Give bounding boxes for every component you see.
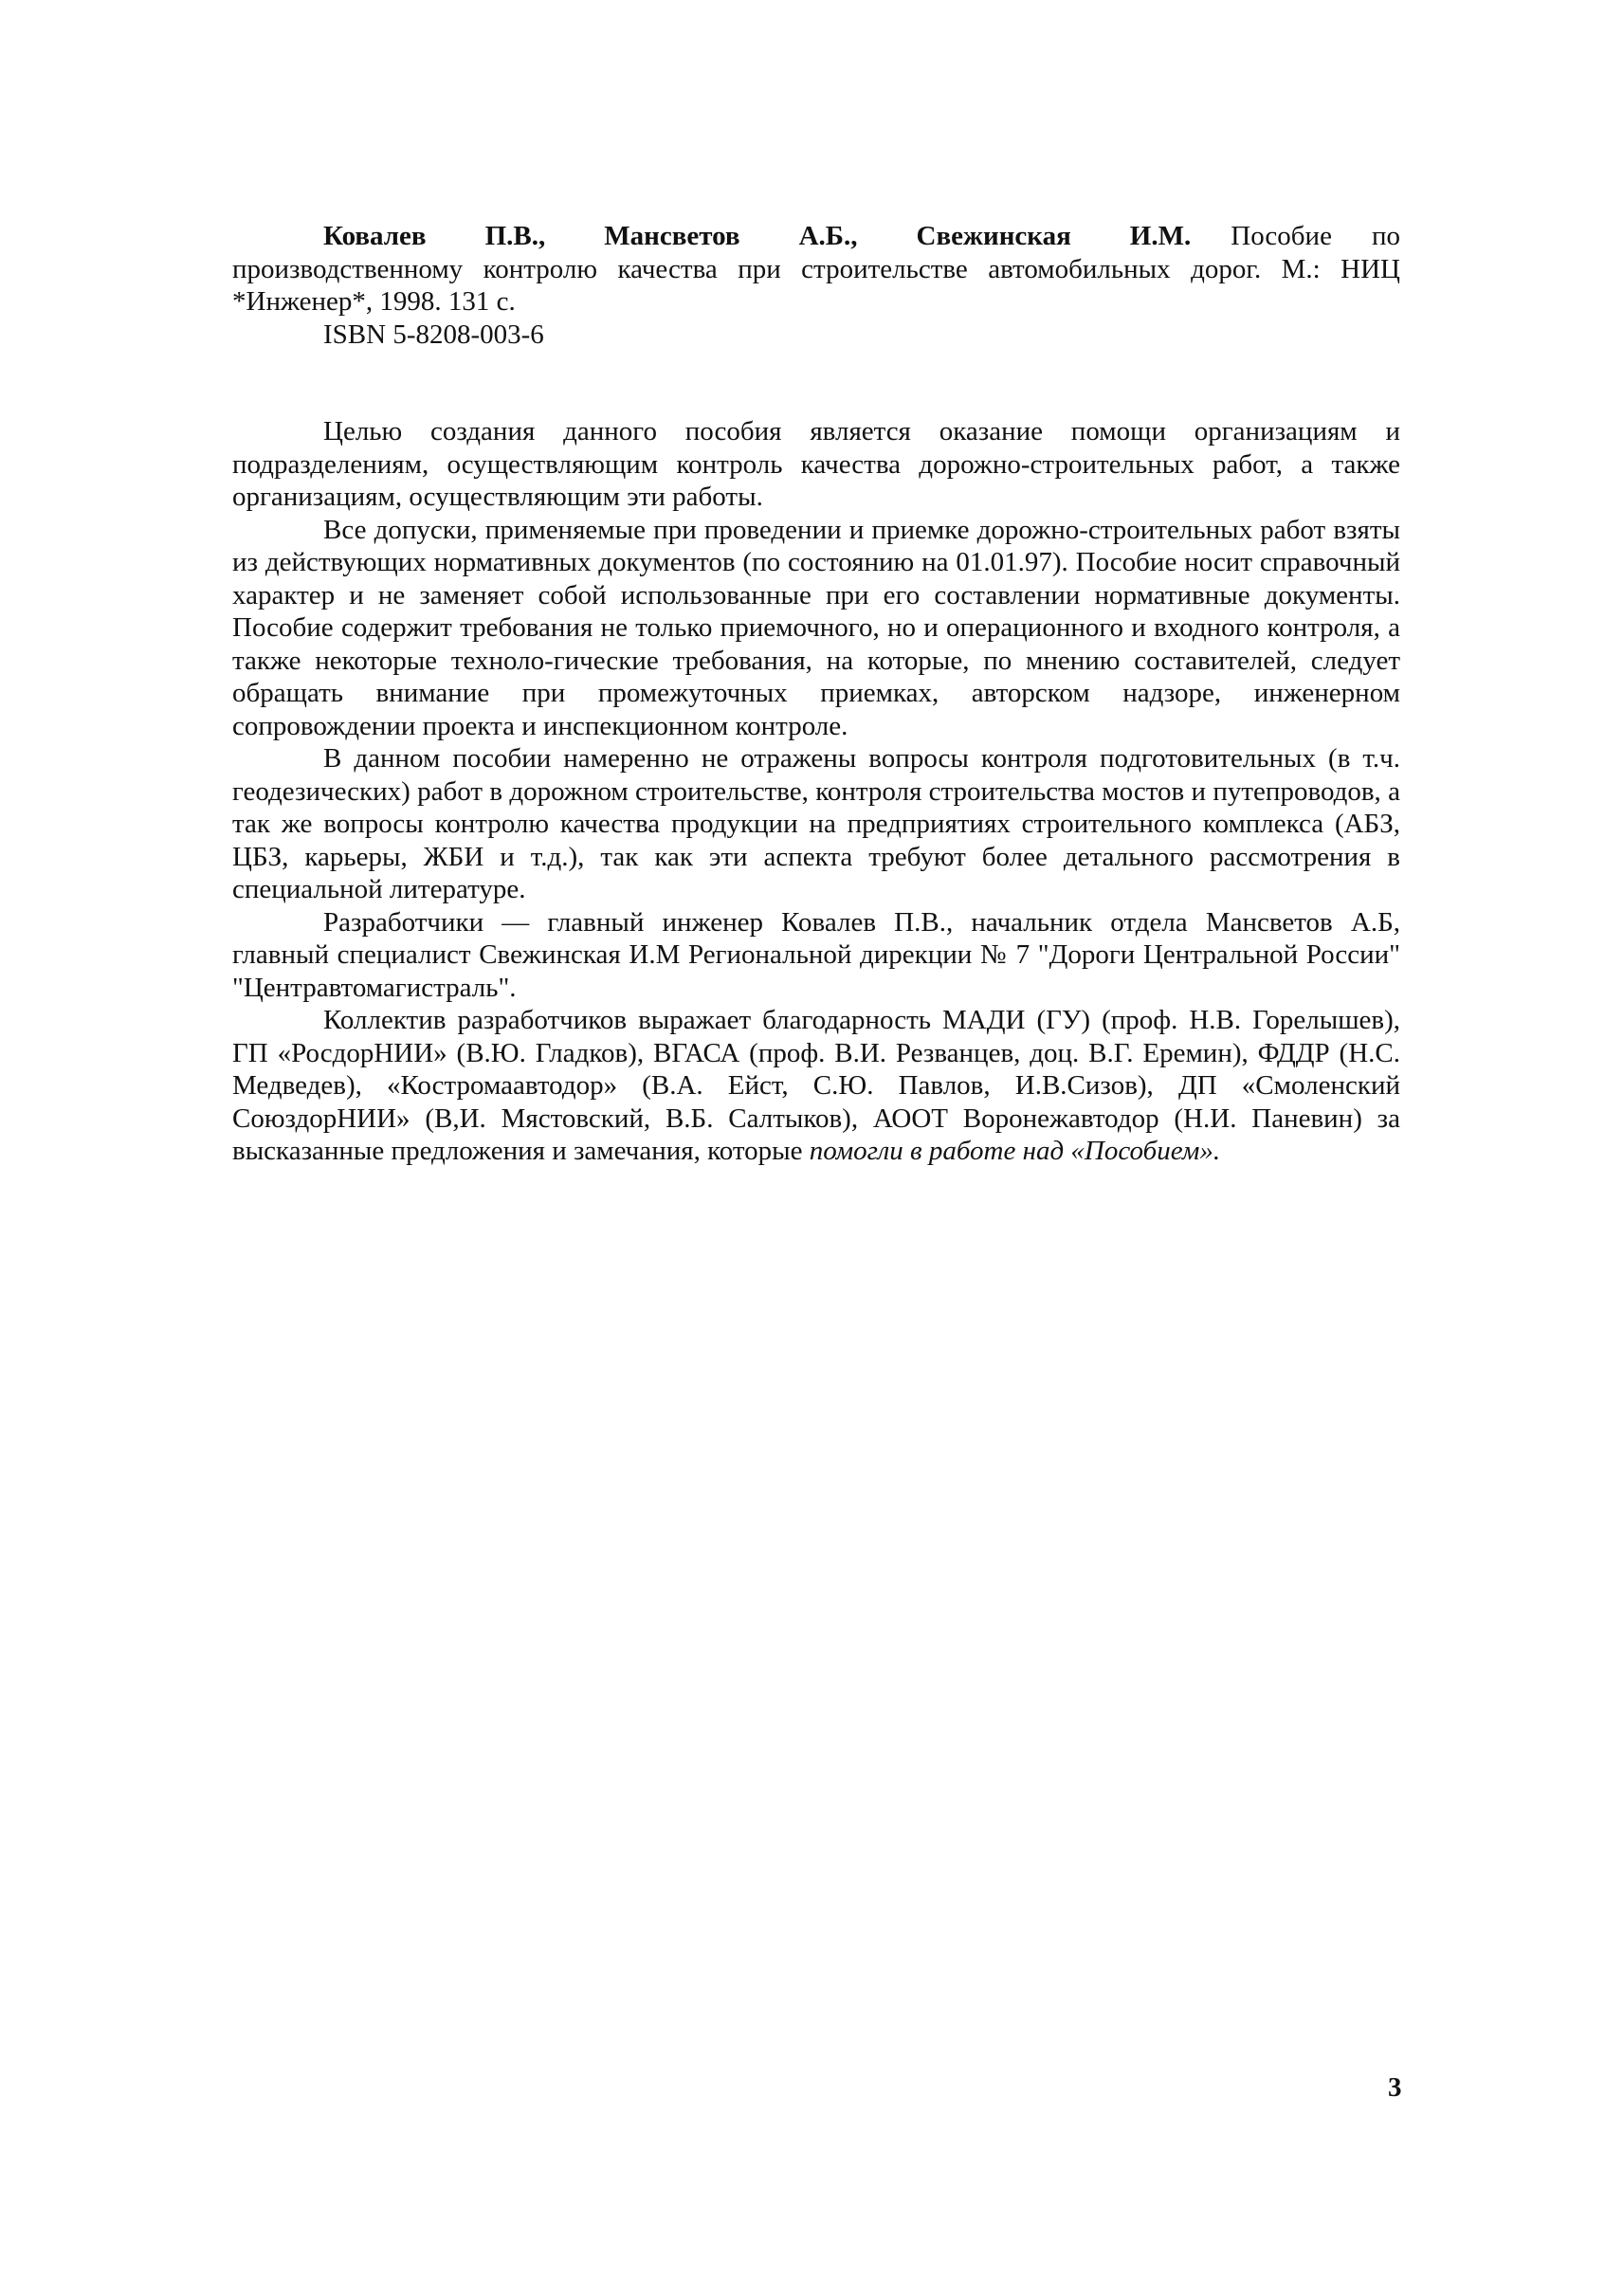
paragraph-acknowledgements <box>232 1004 1400 1168</box>
page-number: 3 <box>1388 2072 1402 2103</box>
paragraph-purpose: Целью создания данного пособия является оказание помощи организациям и подразделениям, осуществляющим контроль качества дорожно-строительных работ, а также организациям, осуществляющим эти работы. <box>232 416 1400 512</box>
reference-text: Пособие по производственному контролю качества при строительстве автомобильных дорог. М.: НИЦ *Инженер*, 1998. 131 с. <box>232 221 1400 317</box>
reference-authors: Ковалев П.В., Мансветов А.Б., Свежинская И.М. <box>323 221 1192 251</box>
paragraph-developers: Разработчики — главный инженер Ковалев П.В., начальник отдела Мансветов А.Б, главный специалист Свежинская И.М Региональной дирекции № 7 "Дороги Центральной России" "Центравтомагистраль". <box>232 906 1400 1003</box>
acknowledgements-text: Коллектив разработчиков выражает благодарность МАДИ (ГУ) (проф. Н.В. Горелышев), ГП «РосдорНИИ» (В.Ю. Гладков), ВГАСА (проф. В.И. Резванцев, доц. В.Г. Еремин), ФДДР (Н.С. Медведев), «Костромаавтодор» (В.А. Ейст, С.Ю. Павлов, И.В.Сизов), ДП «Смоленский СоюздорНИИ» (В,И. Мястовский, В.Б. Салтыков), АООТ Воронежавтодор (Н.И. Паневин) за высказанные предложения и замечания, которые <box>232 1005 1400 1166</box>
paragraph-tolerances: Все допуски, применяемые при проведении и приемке дорожно-строительных работ взяты из действующих нормативных документов (по состоянию на 01.01.97). Пособие носит справочный характер и не заменяет собой использованные при его составлении нормативные документы. Пособие содержит требования не только приемочного, но и операционного и входного контроля, а также некоторые техноло-гические требования, на которые, по мнению составителей, следует обращать внимание при промежуточных приемках, авторском надзоре, инженерном сопровождении проекта и инспекционном контроле. <box>232 514 1400 741</box>
paragraph-scope: В данном пособии намеренно не отражены вопросы контроля подготовительных (в т.ч. геодезических) работ в дорожном строительстве, контроля строительства мостов и путепроводов, а так же вопросы контролю качества продукции на предприятиях строительного комплекса (АБЗ, ЦБЗ, карьеры, ЖБИ и т.д.), так как эти аспекта требуют более детального рассмотрения в специальной литературе. <box>232 743 1400 904</box>
isbn: ISBN 5-8208-003-6 <box>323 319 544 350</box>
acknowledgements-italic: помогли в работе над «Пособием». <box>809 1136 1221 1166</box>
bibliographic-reference <box>232 220 1400 319</box>
page-content <box>232 220 1400 1168</box>
spacer <box>232 351 1400 415</box>
